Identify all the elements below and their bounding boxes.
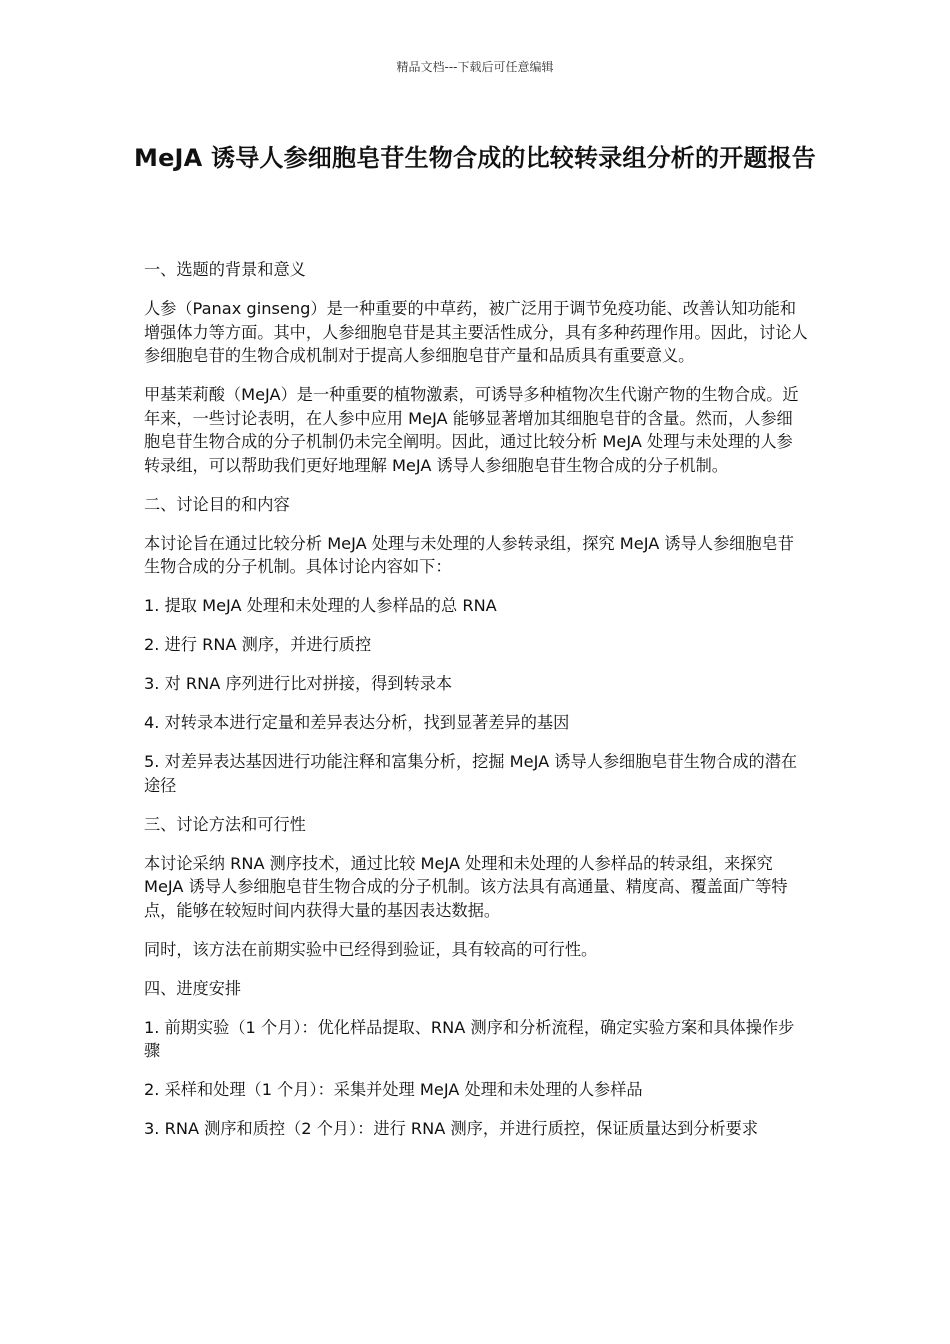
schedule-item: 2. 采样和处理（1 个月）：采集并处理 MeJA 处理和未处理的人参样品: [144, 1080, 643, 1099]
schedule-item: 1. 前期实验（1 个月）：优化样品提取、RNA 测序和分析流程，确定实验方案和具体操作步骤: [144, 1017, 795, 1060]
document-title: MeJA 诱导人参细胞皂苷生物合成的比较转录组分析的开题报告: [133, 144, 817, 172]
section-heading-schedule: 四、进度安排: [144, 978, 242, 998]
paragraph-ginseng-intro: 人参（Panax ginseng）是一种重要的中草药，被广泛用于调节免疫功能、改善认知功能和增强体力等方面。其中，人参细胞皂苷是其主要活性成分，具有多种药理作用。因此，讨论人参细胞皂苷的生物合成机制对于提高人参细胞皂苷产量和品质具有重要意义。: [144, 299, 808, 365]
section-heading-method: 三、讨论方法和可行性: [144, 814, 306, 834]
section-heading-background: 一、选题的背景和意义: [144, 260, 306, 279]
section-heading-purpose: 二、讨论目的和内容: [144, 494, 290, 514]
list-item: 2. 进行 RNA 测序，并进行质控: [144, 635, 372, 654]
paragraph-method: 本讨论采纳 RNA 测序技术，通过比较 MeJA 处理和未处理的人参样品的转录组，来探究 MeJA 诱导人参细胞皂苷生物合成的分子机制。该方法具有高通量、精度高、覆盖面广等特点，能够在较短时间内获得大量的基因表达数据。: [144, 853, 788, 920]
paragraph-meja-intro: 甲基茉莉酸（MeJA）是一种重要的植物激素，可诱导多种植物次生代谢产物的生物合成。近年来，一些讨论表明，在人参中应用 MeJA 能够显著增加其细胞皂苷的含量。然而，人参细胞皂苷生物合成的分子机制仍未完全阐明。因此，通过比较分析 MeJA 处理与未处理的人参转录组，可以帮助我们更好地理解 MeJA 诱导人参细胞皂苷生物合成的分子机制。: [144, 385, 799, 475]
paragraph-feasibility: 同时，该方法在前期实验中已经得到验证，具有较高的可行性。: [144, 939, 598, 959]
paragraph-purpose: 本讨论旨在通过比较分析 MeJA 处理与未处理的人参转录组，探究 MeJA 诱导人参细胞皂苷生物合成的分子机制。具体讨论内容如下：: [144, 533, 794, 576]
list-item: 3. 对 RNA 序列进行比对拼接，得到转录本: [144, 674, 453, 693]
list-item: 4. 对转录本进行定量和差异表达分析，找到显著差异的基因: [144, 713, 570, 732]
list-item: 5. 对差异表达基因进行功能注释和富集分析，挖掘 MeJA 诱导人参细胞皂苷生物合成的潜在途径: [144, 752, 798, 795]
header-note: 精品文档---下载后可任意编辑: [396, 60, 554, 74]
document-body: [144, 258, 808, 1156]
schedule-item: 3. RNA 测序和质控（2 个月）：进行 RNA 测序，并进行质控，保证质量达到分析要求: [144, 1119, 759, 1138]
list-item: 1. 提取 MeJA 处理和未处理的人参样品的总 RNA: [144, 596, 497, 615]
